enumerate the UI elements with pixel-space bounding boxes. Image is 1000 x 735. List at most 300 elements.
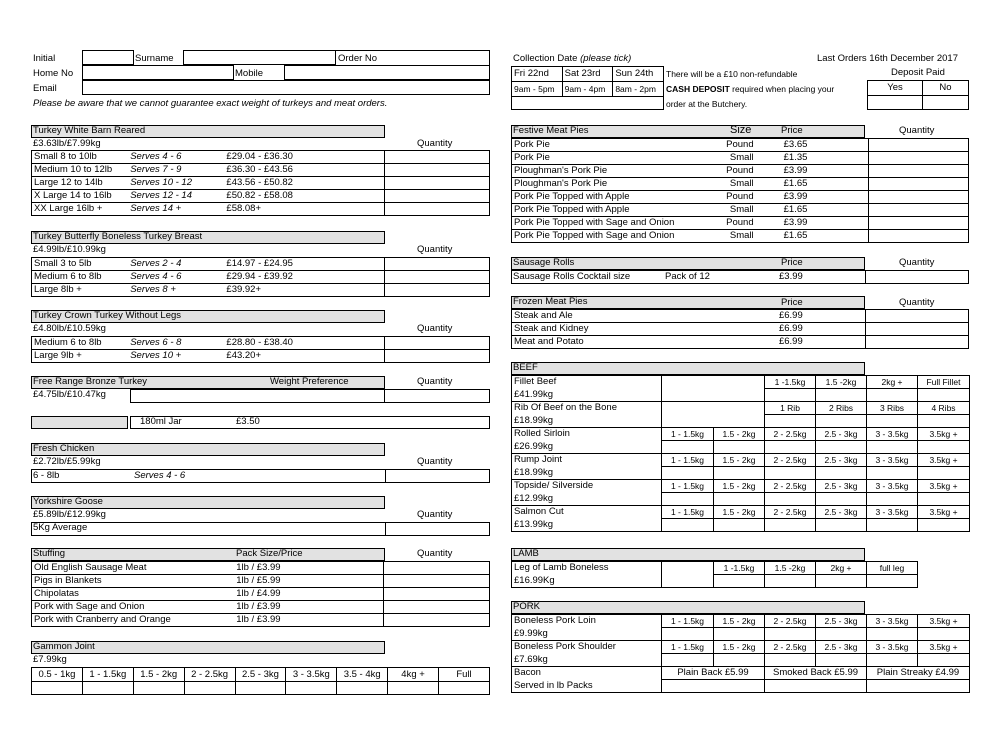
row-qty-field[interactable] (384, 203, 489, 216)
lamb-box-3[interactable] (816, 575, 867, 588)
frozen-name: Steak and Ale (512, 310, 751, 323)
gammon-weight-option[interactable]: 1 - 1.5kg (82, 668, 133, 682)
deposit-yes[interactable]: Yes (868, 81, 923, 96)
day-fri[interactable]: Fri 22nd (512, 67, 563, 82)
deposit-table (867, 80, 969, 110)
joint-name: Rolled Sirloin (512, 428, 662, 441)
frozen-qty-field[interactable] (865, 336, 968, 349)
weight-box[interactable] (816, 519, 867, 532)
pie-price: £1.65 (756, 178, 869, 191)
weight-box[interactable] (867, 519, 918, 532)
weight-option[interactable]: 1 - 1.5kg (662, 615, 714, 628)
pork-title: PORK (513, 601, 540, 612)
table-row (512, 204, 969, 217)
stuffing-qty-field[interactable] (383, 614, 489, 627)
gammon-weight-option[interactable]: 3.5 - 4kg (337, 668, 388, 682)
weight-box[interactable] (918, 519, 970, 532)
last-orders: Last Orders 16th December 2017 (817, 53, 958, 64)
joint-name: Fillet Beef (512, 376, 662, 389)
initial-field[interactable] (82, 50, 134, 65)
table-row (32, 575, 490, 588)
weight-box[interactable] (662, 519, 714, 532)
joint-name: Rib Of Beef on the Bone (512, 402, 662, 415)
jar-label-box (31, 416, 128, 429)
lamb-opt-3[interactable]: 2kg + (816, 562, 867, 575)
sausage-qty-field[interactable] (865, 270, 969, 284)
table-row (512, 165, 969, 178)
turkey-butterfly-title: Turkey Butterfly Boneless Turkey Breast (33, 231, 203, 242)
row-size: Medium 6 to 8lb (32, 337, 129, 350)
email-field[interactable] (82, 80, 490, 95)
weight-box[interactable] (765, 519, 816, 532)
row-size: Large 9lb + (32, 350, 129, 363)
pie-name: Pork Pie (512, 152, 715, 165)
frozen-qty-field[interactable] (865, 323, 968, 336)
row-qty-field[interactable] (384, 164, 489, 177)
weight-option[interactable]: 3 Ribs (867, 402, 918, 415)
table-row (32, 164, 490, 177)
goose-price: £5.89lb/£12.99kg (33, 509, 106, 520)
lamb-table (511, 561, 970, 588)
row-price: £14.97 - £24.95 (224, 258, 384, 271)
frozen-price-label: Price (781, 297, 803, 308)
weight-option[interactable]: 1 - 1.5kg (662, 454, 714, 467)
weight-box[interactable] (662, 654, 714, 667)
stuffing-title: Stuffing (33, 548, 66, 559)
bacon-opt-2[interactable]: Smoked Back £5.99 (765, 667, 867, 680)
table-row (512, 415, 970, 428)
home-no-field[interactable] (82, 65, 234, 80)
row-size: Large 12 to 14lb (32, 177, 129, 190)
pork-table (511, 614, 970, 693)
beef-title: BEEF (513, 362, 538, 373)
stuffing-qty-field[interactable] (383, 562, 489, 575)
joint-price: £9.99kg (512, 628, 662, 641)
pie-name: Ploughman's Pork Pie (512, 165, 715, 178)
weight-option[interactable]: 1.5 - 2kg (714, 428, 765, 441)
weight-box[interactable] (816, 467, 867, 480)
weight-box[interactable] (765, 467, 816, 480)
chicken-qty-label: Quantity (417, 456, 453, 467)
weight-box[interactable] (918, 415, 970, 428)
table-row (512, 519, 970, 532)
stuffing-name: Old English Sausage Meat (32, 562, 235, 575)
joint-price: £18.99kg (512, 415, 662, 428)
gammon-title: Gammon Joint (33, 641, 95, 652)
row-price: £50.82 - £58.08 (224, 190, 384, 203)
stuffing-qty-field[interactable] (383, 575, 489, 588)
bacon-opt-3[interactable]: Plain Streaky £4.99 (867, 667, 970, 680)
weight-box[interactable] (918, 493, 970, 506)
weight-option[interactable]: 3.5kg + (918, 615, 970, 628)
weight-box[interactable] (765, 654, 816, 667)
pie-size: Small (714, 204, 756, 217)
weight-option[interactable]: 2 - 2.5kg (765, 615, 816, 628)
frozen-price: £6.99 (751, 310, 865, 323)
weight-box[interactable] (662, 628, 714, 641)
lamb-name: Leg of Lamb Boneless (512, 562, 662, 575)
pie-qty-field[interactable] (868, 139, 968, 152)
pie-name: Pork Pie Topped with Apple (512, 204, 715, 217)
frozen-price: £6.99 (751, 336, 865, 349)
joint-price: £41.99kg (512, 389, 662, 402)
bronze-qty-field[interactable] (385, 389, 490, 403)
gammon-weight-box[interactable] (32, 682, 83, 695)
joint-price: £12.99kg (512, 493, 662, 506)
deposit-note-2: CASH DEPOSIT required when placing your (666, 84, 835, 94)
weight-option[interactable]: 2 - 2.5kg (765, 428, 816, 441)
row-qty-field[interactable] (384, 190, 489, 203)
weight-option[interactable]: 3 - 3.5kg (867, 641, 918, 654)
table-row (32, 614, 490, 627)
stuffing-qty-label: Quantity (417, 548, 453, 559)
weight-box[interactable] (867, 415, 918, 428)
weight-box[interactable] (765, 415, 816, 428)
deposit-no-box[interactable] (922, 96, 968, 110)
joint-price: £13.99kg (512, 519, 662, 532)
turkey-white-price: £3.63lb/£7.99kg (33, 138, 101, 149)
weight-option[interactable]: 1.5 -2kg (816, 376, 867, 389)
gammon-weight-box[interactable] (286, 682, 337, 695)
bronze-title: Free Range Bronze Turkey (33, 376, 148, 387)
lamb-box-4[interactable] (867, 575, 918, 588)
pies-size-label: Size (730, 124, 752, 136)
stuffing-name: Pork with Cranberry and Orange (32, 614, 235, 627)
table-row (32, 271, 490, 284)
bronze-weight-pref: Weight Preference (270, 376, 349, 387)
frozen-qty-field[interactable] (865, 310, 968, 323)
table-row (512, 310, 969, 323)
row-serves: Serves 7 - 9 (128, 164, 224, 177)
weight-option[interactable]: 3.5kg + (918, 428, 970, 441)
stuffing-table (31, 561, 490, 627)
table-row (512, 480, 970, 493)
row-serves: Serves 10 - 12 (128, 177, 224, 190)
lamb-price: £16.99Kg (512, 575, 662, 588)
joint-name: Salmon Cut (512, 506, 662, 519)
pie-qty-field[interactable] (868, 191, 968, 204)
row-price: £36.30 - £43.56 (224, 164, 384, 177)
pie-size: Pound (714, 217, 756, 230)
bacon-opt-1[interactable]: Plain Back £5.99 (662, 667, 765, 680)
day-sun[interactable]: Sun 24th (613, 67, 664, 82)
weight-box[interactable] (867, 389, 918, 402)
joint-spacer (662, 415, 765, 428)
turkey-white-table (31, 150, 490, 216)
pie-qty-field[interactable] (868, 178, 968, 191)
weight-box[interactable] (662, 467, 714, 480)
stuffing-qty-field[interactable] (383, 588, 489, 601)
pie-price: £1.65 (756, 204, 869, 217)
deposit-note-3: order at the Butchery. (666, 99, 748, 109)
weight-option[interactable]: 3.5kg + (918, 641, 970, 654)
table-row (512, 654, 970, 667)
weight-option[interactable]: 1 - 1.5kg (662, 428, 714, 441)
gammon-weight-option[interactable]: 0.5 - 1kg (32, 668, 83, 682)
lamb-opt-1[interactable]: 1 -1.5kg (714, 562, 765, 575)
chicken-size: 6 - 8lb (33, 470, 60, 481)
pie-qty-field[interactable] (868, 165, 968, 178)
weight-option[interactable]: 3.5kg + (918, 506, 970, 519)
gammon-table (31, 667, 490, 695)
frozen-qty-label: Quantity (899, 297, 935, 308)
stuffing-name: Chipolatas (32, 588, 235, 601)
time-sat[interactable]: 9am - 4pm (562, 82, 613, 97)
weight-option[interactable]: 2.5 - 3kg (816, 428, 867, 441)
frozen-price: £6.99 (751, 323, 865, 336)
gammon-weight-box[interactable] (184, 682, 235, 695)
weight-option[interactable]: 1.5 - 2kg (714, 615, 765, 628)
row-qty-field[interactable] (384, 258, 489, 271)
weight-box[interactable] (918, 441, 970, 454)
row-size: Small 8 to 10lb (32, 151, 129, 164)
pie-price: £3.99 (756, 217, 869, 230)
gammon-weight-box[interactable] (337, 682, 388, 695)
weight-option[interactable]: 2 Ribs (816, 402, 867, 415)
table-row (512, 336, 969, 349)
weight-box[interactable] (714, 654, 765, 667)
bacon-box-2[interactable] (765, 680, 867, 693)
weight-option[interactable]: 2 - 2.5kg (765, 454, 816, 467)
table-row (512, 493, 970, 506)
pie-qty-field[interactable] (868, 204, 968, 217)
row-qty-field[interactable] (384, 337, 489, 350)
turkey-crown-qty-label: Quantity (417, 323, 453, 334)
time-sun[interactable]: 8am - 2pm (613, 82, 664, 97)
weight-box[interactable] (918, 389, 970, 402)
gammon-weight-box[interactable] (388, 682, 439, 695)
weight-option[interactable]: 2 - 2.5kg (765, 641, 816, 654)
stuffing-price: 1lb / £3.99 (234, 614, 383, 627)
lamb-opt-2[interactable]: 1.5 -2kg (765, 562, 816, 575)
pie-size: Small (714, 152, 756, 165)
row-qty-field[interactable] (384, 151, 489, 164)
gammon-weight-option[interactable]: Full (439, 668, 490, 682)
order-no-field[interactable] (336, 50, 490, 66)
stuffing-price: 1lb / £3.99 (234, 601, 383, 614)
beef-table (511, 375, 970, 532)
gammon-weight-option[interactable]: 3 - 3.5kg (286, 668, 337, 682)
weight-option[interactable]: 1 - 1.5kg (662, 641, 714, 654)
pies-qty-label: Quantity (899, 125, 935, 136)
mobile-label: Mobile (235, 68, 263, 79)
table-row (32, 562, 490, 575)
gammon-weight-option[interactable]: 4kg + (388, 668, 439, 682)
weight-box[interactable] (662, 493, 714, 506)
weight-box[interactable] (714, 467, 765, 480)
weight-option[interactable]: 3.5kg + (918, 480, 970, 493)
gammon-weight-option[interactable]: 2 - 2.5kg (184, 668, 235, 682)
weight-option[interactable]: Full Fillet (918, 376, 970, 389)
weight-box[interactable] (816, 654, 867, 667)
row-qty-field[interactable] (384, 350, 489, 363)
weight-option[interactable]: 3 - 3.5kg (867, 506, 918, 519)
weight-option[interactable]: 3.5kg + (918, 454, 970, 467)
table-row (512, 641, 970, 654)
weight-box[interactable] (918, 467, 970, 480)
row-serves: Serves 10 + (128, 350, 224, 363)
deposit-yes-box[interactable] (868, 96, 923, 110)
time-fri[interactable]: 9am - 5pm (512, 82, 563, 97)
table-row (32, 350, 490, 363)
joint-price: £18.99kg (512, 467, 662, 480)
weight-option[interactable]: 2.5 - 3kg (816, 506, 867, 519)
weight-box[interactable] (816, 628, 867, 641)
weight-box[interactable] (714, 628, 765, 641)
weight-option[interactable]: 1.5 - 2kg (714, 641, 765, 654)
gammon-weight-box[interactable] (439, 682, 490, 695)
gammon-weight-option[interactable]: 2.5 - 3kg (235, 668, 286, 682)
sausage-pack: Pack of 12 (665, 271, 710, 282)
row-qty-field[interactable] (384, 284, 489, 297)
stuffing-name: Pork with Sage and Onion (32, 601, 235, 614)
row-serves: Serves 6 - 8 (128, 337, 224, 350)
row-price: £29.94 - £39.92 (224, 271, 384, 284)
pie-name: Pork Pie Topped with Apple (512, 191, 715, 204)
bronze-weight-field[interactable] (130, 389, 385, 403)
jar-size: 180ml Jar (140, 416, 182, 427)
table-row (32, 284, 490, 297)
stuffing-qty-field[interactable] (383, 601, 489, 614)
row-serves: Serves 4 - 6 (128, 151, 224, 164)
weight-option[interactable]: 2 - 2.5kg (765, 480, 816, 493)
home-no-label: Home No (33, 68, 74, 79)
bacon-box-3[interactable] (867, 680, 970, 693)
row-price: £28.80 - £38.40 (224, 337, 384, 350)
table-row (512, 323, 969, 336)
weight-option[interactable]: 2.5 - 3kg (816, 641, 867, 654)
weight-option[interactable]: 2 - 2.5kg (765, 506, 816, 519)
weight-option[interactable]: 1 - 1.5kg (662, 506, 714, 519)
weight-box[interactable] (918, 628, 970, 641)
weight-box[interactable] (816, 415, 867, 428)
row-price: £43.56 - £50.82 (224, 177, 384, 190)
weight-box[interactable] (765, 389, 816, 402)
weight-option[interactable]: 4 Ribs (918, 402, 970, 415)
pie-qty-field[interactable] (868, 152, 968, 165)
bronze-price: £4.75lb/£10.47kg (33, 389, 106, 400)
table-row (512, 628, 970, 641)
weight-option[interactable]: 1 Rib (765, 402, 816, 415)
day-sat[interactable]: Sat 23rd (562, 67, 613, 82)
gammon-weight-box[interactable] (82, 682, 133, 695)
collection-title: Collection Date (please tick) (513, 53, 632, 64)
table-row (512, 506, 970, 519)
lamb-box-1[interactable] (714, 575, 765, 588)
sausage-price: £3.99 (779, 271, 803, 282)
pie-name: Pork Pie Topped with Sage and Onion (512, 217, 715, 230)
weight-option[interactable]: 2.5 - 3kg (816, 615, 867, 628)
gammon-weight-box[interactable] (133, 682, 184, 695)
stuffing-header (31, 548, 385, 561)
weight-box[interactable] (714, 493, 765, 506)
table-row (512, 376, 970, 389)
mobile-field[interactable] (284, 65, 490, 80)
weight-option[interactable]: 3 - 3.5kg (867, 428, 918, 441)
pie-price: £3.65 (756, 139, 869, 152)
weight-box[interactable] (867, 441, 918, 454)
table-row (32, 601, 490, 614)
row-qty-field[interactable] (384, 271, 489, 284)
collection-blank[interactable] (511, 96, 664, 110)
deposit-no[interactable]: No (922, 81, 968, 96)
pie-qty-field[interactable] (868, 217, 968, 230)
lamb-box-2[interactable] (765, 575, 816, 588)
table-row (512, 615, 970, 628)
turkey-white-qty-label: Quantity (417, 138, 453, 149)
initial-label: Initial (33, 53, 56, 64)
weight-option[interactable]: 1.5 - 2kg (714, 506, 765, 519)
pie-qty-field[interactable] (868, 230, 968, 243)
goose-qty-field[interactable] (385, 522, 490, 536)
chicken-row (31, 469, 386, 483)
weight-box[interactable] (714, 519, 765, 532)
bacon-box-1[interactable] (662, 680, 765, 693)
gammon-weight-box[interactable] (235, 682, 286, 695)
deposit-note-1: There will be a £10 non-refundable (666, 69, 798, 79)
email-label: Email (33, 83, 57, 94)
weight-box[interactable] (765, 493, 816, 506)
weight-option[interactable]: 3 - 3.5kg (867, 454, 918, 467)
weight-option[interactable]: 1 - 1.5kg (662, 480, 714, 493)
row-qty-field[interactable] (384, 177, 489, 190)
gammon-weight-option[interactable]: 1.5 - 2kg (133, 668, 184, 682)
weight-box[interactable] (816, 441, 867, 454)
chicken-qty-field[interactable] (385, 469, 490, 483)
row-size: XX Large 16lb + (32, 203, 129, 216)
pie-size: Pound (714, 165, 756, 178)
weight-box[interactable] (867, 654, 918, 667)
weight-option[interactable]: 1.5 - 2kg (714, 480, 765, 493)
weight-option[interactable]: 1.5 - 2kg (714, 454, 765, 467)
weight-option[interactable]: 3 - 3.5kg (867, 615, 918, 628)
weight-option[interactable]: 1 -1.5kg (765, 376, 816, 389)
weight-box[interactable] (867, 628, 918, 641)
pie-size: Pound (714, 139, 756, 152)
weight-box[interactable] (918, 654, 970, 667)
weight-box[interactable] (816, 493, 867, 506)
weight-box[interactable] (765, 441, 816, 454)
weight-option[interactable]: 3 - 3.5kg (867, 480, 918, 493)
sausage-name: Sausage Rolls Cocktail size (513, 271, 631, 282)
weight-option[interactable]: 2.5 - 3kg (816, 454, 867, 467)
row-price: £29.04 - £36.30 (224, 151, 384, 164)
table-row (512, 152, 969, 165)
weight-option[interactable]: 2.5 - 3kg (816, 480, 867, 493)
weight-box[interactable] (765, 628, 816, 641)
surname-field[interactable] (183, 50, 336, 65)
weight-box[interactable] (867, 493, 918, 506)
stuffing-pack-label: Pack Size/Price (236, 548, 303, 559)
weight-box[interactable] (816, 389, 867, 402)
jar-row[interactable] (130, 416, 490, 429)
beef-header (511, 362, 865, 375)
row-price: £39.92+ (224, 284, 384, 297)
weight-option[interactable]: 2kg + (867, 376, 918, 389)
chicken-serves: Serves 4 - 6 (134, 470, 186, 481)
turkey-white-title: Turkey White Barn Reared (33, 125, 146, 136)
row-price: £43.20+ (224, 350, 384, 363)
row-size: Medium 10 to 12lb (32, 164, 129, 177)
frozen-title: Frozen Meat Pies (513, 296, 588, 307)
bronze-qty-label: Quantity (417, 376, 453, 387)
weight-box[interactable] (867, 467, 918, 480)
weight-box[interactable] (714, 441, 765, 454)
stuffing-price: 1lb / £3.99 (234, 562, 383, 575)
pie-size: Small (714, 178, 756, 191)
weight-box[interactable] (662, 441, 714, 454)
lamb-opt-4[interactable]: full leg (867, 562, 918, 575)
